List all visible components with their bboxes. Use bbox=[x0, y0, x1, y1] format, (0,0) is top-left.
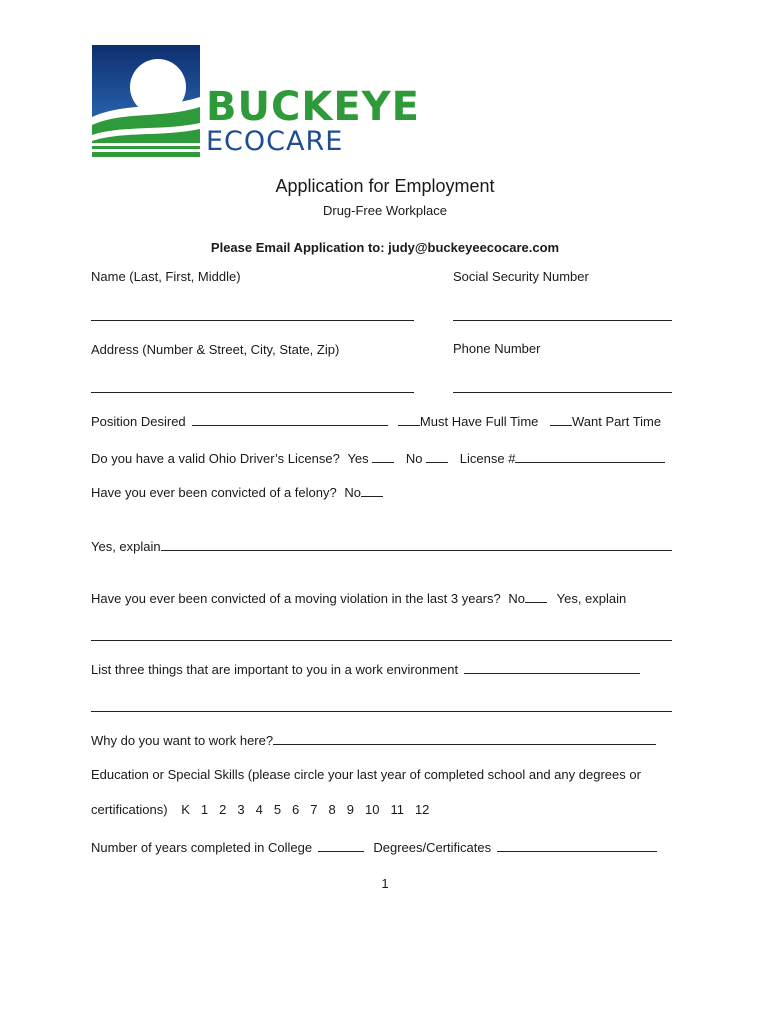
felony-explain-row bbox=[91, 538, 672, 554]
grade-option[interactable]: 6 bbox=[292, 802, 300, 817]
education-row bbox=[91, 802, 440, 817]
felony-row bbox=[91, 484, 383, 500]
page-title: Application for Employment bbox=[275, 176, 495, 196]
logo-graphic bbox=[92, 45, 200, 157]
page-number: 1 bbox=[381, 876, 389, 891]
grade-option[interactable]: 1 bbox=[200, 802, 209, 817]
grade-list bbox=[181, 802, 440, 817]
license-number-field[interactable] bbox=[515, 450, 665, 463]
part-time-blank[interactable] bbox=[550, 413, 572, 426]
grade-option[interactable]: 9 bbox=[346, 802, 354, 817]
felony-explain-field[interactable] bbox=[161, 538, 672, 551]
license-yes-blank[interactable] bbox=[372, 450, 394, 463]
college-years-label: Number of years completed in College bbox=[91, 840, 313, 855]
felony-question: Have you ever been convicted of a felony? bbox=[91, 485, 337, 500]
phone-label: Phone Number bbox=[453, 341, 541, 356]
why-row bbox=[91, 732, 656, 748]
grade-option[interactable]: 7 bbox=[310, 802, 318, 817]
position-field[interactable] bbox=[192, 413, 388, 426]
moving-no-label: No bbox=[508, 591, 525, 606]
logo-wordmark-top: BUCKEYE bbox=[206, 84, 420, 130]
education-line-1: Education or Special Skills (please circle your last year of completed school and any degrees or bbox=[91, 767, 641, 782]
grade-option[interactable]: K bbox=[181, 802, 190, 817]
address-label: Address (Number & Street, City, State, Zip) bbox=[91, 342, 340, 357]
address-field[interactable] bbox=[91, 392, 414, 393]
grade-option[interactable]: 5 bbox=[273, 802, 282, 817]
degrees-label: Degrees/Certificates bbox=[373, 840, 492, 855]
three-things-question: List three things that are important to you in a work environment bbox=[91, 662, 459, 677]
grade-option[interactable]: 3 bbox=[237, 802, 245, 817]
page-subtitle: Drug-Free Workplace bbox=[322, 203, 448, 218]
education-line-2: certifications) bbox=[91, 802, 168, 817]
felony-no-blank[interactable] bbox=[361, 484, 383, 497]
name-field[interactable] bbox=[91, 320, 414, 321]
part-time-label: Want Part Time bbox=[572, 414, 662, 429]
license-question: Do you have a valid Ohio Driver’s License? bbox=[91, 451, 340, 466]
license-no-label: No bbox=[405, 451, 423, 466]
why-field[interactable] bbox=[273, 732, 656, 745]
license-no-blank[interactable] bbox=[426, 450, 448, 463]
felony-no-label: No bbox=[344, 485, 361, 500]
moving-no-blank[interactable] bbox=[525, 590, 547, 603]
why-question: Why do you want to work here? bbox=[91, 733, 274, 748]
moving-violation-question: Have you ever been convicted of a moving violation in the last 3 years? bbox=[91, 591, 501, 606]
full-time-blank[interactable] bbox=[398, 413, 420, 426]
college-row bbox=[91, 839, 657, 855]
grade-option[interactable]: 11 bbox=[390, 802, 404, 817]
grade-option[interactable]: 2 bbox=[219, 802, 227, 817]
grade-option[interactable]: 8 bbox=[328, 802, 336, 817]
full-time-label: Must Have Full Time bbox=[419, 414, 539, 429]
license-row bbox=[91, 450, 665, 466]
name-label: Name (Last, First, Middle) bbox=[91, 269, 241, 284]
moving-explain-field[interactable] bbox=[91, 640, 672, 641]
email-instruction: Please Email Application to: judy@buckeyeecocare.com bbox=[210, 240, 560, 255]
three-things-row bbox=[91, 661, 640, 677]
moving-violation-row bbox=[91, 590, 626, 606]
three-things-field[interactable] bbox=[464, 661, 640, 674]
position-row bbox=[91, 413, 661, 429]
grade-option[interactable]: 12 bbox=[414, 802, 430, 817]
grade-option[interactable]: 4 bbox=[255, 802, 263, 817]
position-label: Position Desired bbox=[91, 414, 186, 429]
ssn-label: Social Security Number bbox=[453, 269, 589, 284]
license-yes-label: Yes bbox=[347, 451, 369, 466]
phone-field[interactable] bbox=[453, 392, 672, 393]
three-things-field-2[interactable] bbox=[91, 711, 672, 712]
grade-option[interactable]: 10 bbox=[364, 802, 380, 817]
logo-wordmark-bottom: ECOCARE bbox=[206, 126, 344, 157]
college-years-field[interactable] bbox=[318, 839, 364, 852]
moving-explain-label: Yes, explain bbox=[556, 591, 627, 606]
ssn-field[interactable] bbox=[453, 320, 672, 321]
felony-explain-label: Yes, explain bbox=[91, 539, 161, 554]
license-number-label: License # bbox=[459, 451, 516, 466]
degrees-field[interactable] bbox=[497, 839, 657, 852]
